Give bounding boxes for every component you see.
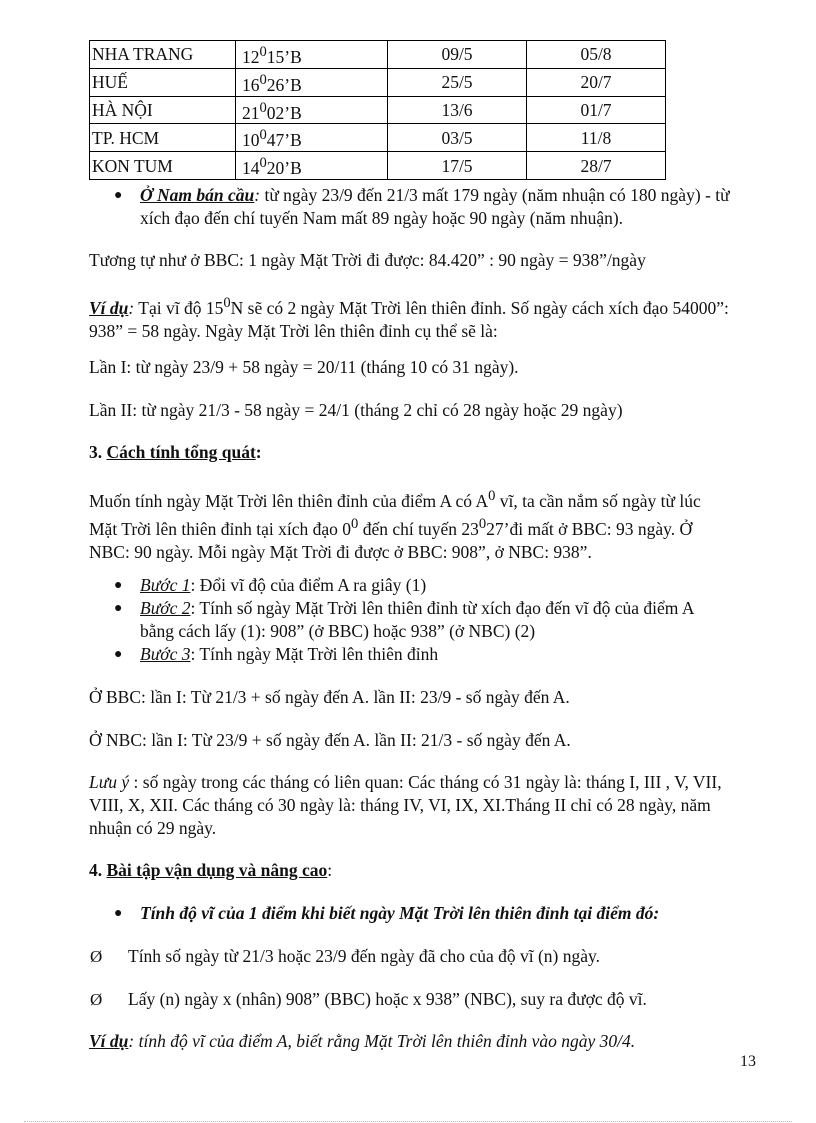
table-row bbox=[90, 41, 666, 69]
nbc-line: Ở NBC: lần I: Từ 23/9 + số ngày đến A. lần II: 21/3 - số ngày đến A. bbox=[89, 730, 571, 750]
example1-line2: 938” = 58 ngày. Ngày Mặt Trời lên thiên đỉnh cụ thể sẽ là: bbox=[89, 320, 498, 341]
latitude-cell bbox=[236, 124, 388, 152]
step3-item bbox=[140, 643, 780, 666]
general-line2-b: đến chí tuyến 23 bbox=[358, 518, 479, 539]
example2-sep: : bbox=[128, 1031, 135, 1051]
example1-label: Ví dụ bbox=[89, 297, 129, 318]
city-cell: HUẾ bbox=[90, 68, 236, 96]
degree-sup: 0 bbox=[259, 155, 267, 172]
degree-sup: 0 bbox=[259, 127, 267, 144]
latitude-degrees: 14 bbox=[242, 158, 260, 179]
example1-text-a: Tại vĩ độ 15 bbox=[134, 297, 224, 318]
bbc-line: Ở BBC: lần I: Từ 21/3 + số ngày đến A. lần II: 23/9 - số ngày đến A. bbox=[89, 687, 570, 707]
bullet-icon: ● bbox=[114, 578, 123, 593]
example2-text: tính độ vĩ của điểm A, biết rằng Mặt Trời lên thiên đỉnh vào ngày 30/4. bbox=[134, 1031, 636, 1051]
degree-sup: 0 bbox=[259, 44, 267, 60]
second-zenith-date-cell: 11/8 bbox=[527, 124, 666, 152]
step2-line2: bằng cách lấy (1): 908” (ở BBC) hoặc 938” (ở NBC) (2) bbox=[140, 621, 536, 641]
section4-title: Bài tập vận dụng và nâng cao bbox=[106, 860, 328, 880]
degree-sup: 0 bbox=[478, 515, 487, 532]
degree-sup: 0 bbox=[223, 295, 231, 311]
note-line3: nhuận có 29 ngày. bbox=[89, 818, 217, 838]
bullet4-text: Tính độ vĩ của 1 điểm khi biết ngày Mặt Trời lên thiên đỉnh tại điểm đó: bbox=[140, 903, 660, 923]
second-zenith-date-cell: 28/7 bbox=[527, 152, 666, 180]
table-row bbox=[90, 68, 666, 96]
second-zenith-date-cell: 20/7 bbox=[527, 68, 666, 96]
first-zenith-date-cell: 03/5 bbox=[388, 124, 527, 152]
section3-title: Cách tính tổng quát bbox=[106, 442, 256, 462]
first-zenith-date-cell: 17/5 bbox=[388, 152, 527, 180]
section3-colon: : bbox=[255, 442, 262, 462]
nbc-sep: : bbox=[254, 185, 261, 205]
degree-sup: 0 bbox=[488, 488, 496, 504]
latitude-cell bbox=[236, 96, 388, 124]
first-zenith-date-cell: 09/5 bbox=[388, 41, 527, 69]
section4-heading bbox=[89, 859, 779, 882]
step1-item bbox=[140, 574, 780, 597]
latitude-minutes: 20’B bbox=[266, 158, 302, 179]
nbc-line1: từ ngày 23/9 đến 21/3 mất 179 ngày (năm nhuận có 180 ngày) - từ bbox=[260, 185, 730, 205]
latitude-cell bbox=[236, 41, 388, 69]
section3-heading bbox=[89, 441, 779, 464]
bullet-icon: ● bbox=[114, 647, 123, 662]
example2-label: Ví dụ bbox=[89, 1031, 129, 1051]
latitude-minutes: 47’B bbox=[266, 130, 302, 151]
city-cell: TP. HCM bbox=[90, 124, 236, 152]
general-paragraph bbox=[89, 485, 779, 564]
step3-text: : Tính ngày Mặt Trời lên thiên đỉnh bbox=[190, 644, 439, 664]
second-zenith-date-cell: 05/8 bbox=[527, 41, 666, 69]
latitude-table-body bbox=[90, 41, 666, 180]
example1-paragraph bbox=[89, 292, 779, 343]
lan1-paragraph: Lần I: từ ngày 23/9 + 58 ngày = 20/11 (tháng 10 có 31 ngày). bbox=[89, 357, 519, 377]
note-line1: : số ngày trong các tháng có liên quan: Các tháng có 31 ngày là: tháng I, III , V, VII, bbox=[129, 772, 722, 792]
bullet-icon: ● bbox=[114, 188, 123, 203]
general-line2-a: Mặt Trời lên thiên đỉnh tại xích đạo 0 bbox=[89, 518, 352, 539]
arrow-item-2: Lấy (n) ngày x (nhân) 908” (BBC) hoặc x 938” (NBC), suy ra được độ vĩ. bbox=[128, 989, 647, 1009]
example2-paragraph bbox=[89, 1030, 779, 1053]
note-paragraph bbox=[89, 771, 779, 840]
latitude-degrees: 10 bbox=[242, 130, 260, 151]
latitude-cell bbox=[236, 152, 388, 180]
latitude-degrees: 12 bbox=[242, 46, 260, 67]
arrow-icon: Ø bbox=[90, 990, 103, 1009]
first-zenith-date-cell: 13/6 bbox=[388, 96, 527, 124]
city-cell: KON TUM bbox=[90, 152, 236, 180]
degree-sup: 0 bbox=[351, 515, 359, 532]
latitude-cell bbox=[236, 68, 388, 96]
latitude-minutes: 26’B bbox=[266, 74, 302, 95]
step2-text: : Tính số ngày Mặt Trời lên thiên đỉnh từ xích đạo đến vĩ độ của điểm A bbox=[190, 598, 695, 618]
general-line2-c: 27’đi mất ở BBC: 93 ngày. Ở bbox=[486, 518, 693, 539]
latitude-minutes: 15’B bbox=[266, 46, 302, 67]
city-cell: NHA TRANG bbox=[90, 41, 236, 69]
note-line2: VIII, X, XII. Các tháng có 30 ngày là: tháng IV, VI, IX, XI.Tháng II chỉ có 28 ngày, năm bbox=[89, 795, 711, 815]
degree-sup: 0 bbox=[259, 71, 267, 88]
section4-number: 4. bbox=[89, 860, 107, 880]
example1-sep: : bbox=[128, 297, 135, 318]
page-number: 13 bbox=[740, 1053, 756, 1070]
table-row bbox=[90, 152, 666, 180]
step1-text: : Đổi vĩ độ của điểm A ra giây (1) bbox=[190, 575, 427, 595]
step1-label: Bước 1 bbox=[140, 575, 191, 595]
arrow-item-1: Tính số ngày từ 21/3 hoặc 23/9 đến ngày đã cho của độ vĩ (n) ngày. bbox=[128, 946, 600, 966]
nbc-label: Ở Nam bán cầu bbox=[140, 185, 255, 205]
general-line1-b: vĩ, ta cần nắm số ngày từ lúc bbox=[495, 490, 701, 511]
latitude-degrees: 16 bbox=[242, 74, 260, 95]
table-row bbox=[90, 124, 666, 152]
step2-label: Bước 2 bbox=[140, 598, 191, 618]
page-break-line bbox=[24, 1121, 792, 1122]
lan2-paragraph: Lần II: từ ngày 21/3 - 58 ngày = 24/1 (tháng 2 chỉ có 28 ngày hoặc 29 ngày) bbox=[89, 400, 623, 420]
example1-text-b: N sẽ có 2 ngày Mặt Trời lên thiên đỉnh. Số ngày cách xích đạo 54000”: bbox=[230, 297, 729, 318]
section4-colon: : bbox=[327, 860, 333, 880]
section3-number: 3. bbox=[89, 442, 107, 462]
step2-item bbox=[140, 597, 780, 643]
city-cell: HÀ NỘI bbox=[90, 96, 236, 124]
latitude-degrees: 21 bbox=[242, 102, 260, 123]
second-zenith-date-cell: 01/7 bbox=[527, 96, 666, 124]
step3-label: Bước 3 bbox=[140, 644, 191, 664]
table-row bbox=[90, 96, 666, 124]
nbc-bullet-text bbox=[140, 184, 780, 230]
general-line3: NBC: 90 ngày. Mỗi ngày Mặt Trời đi được ở BBC: 908”, ở NBC: 938”. bbox=[89, 541, 592, 562]
nbc-line2: xích đạo đến chí tuyến Nam mất 89 ngày hoặc 90 ngày (năm nhuận). bbox=[140, 208, 624, 228]
general-line1-a: Muốn tính ngày Mặt Trời lên thiên đỉnh của điểm A có A bbox=[89, 490, 489, 511]
latitude-minutes: 02’B bbox=[266, 102, 302, 123]
bullet-icon: ● bbox=[114, 906, 123, 921]
similar-paragraph: Tương tự như ở BBC: 1 ngày Mặt Trời đi được: 84.420” : 90 ngày = 938”/ngày bbox=[89, 250, 646, 270]
note-label: Lưu ý bbox=[89, 772, 130, 792]
degree-sup: 0 bbox=[259, 99, 267, 116]
bullet-icon: ● bbox=[114, 601, 123, 616]
arrow-icon: Ø bbox=[90, 947, 103, 966]
first-zenith-date-cell: 25/5 bbox=[388, 68, 527, 96]
latitude-table bbox=[89, 40, 666, 180]
